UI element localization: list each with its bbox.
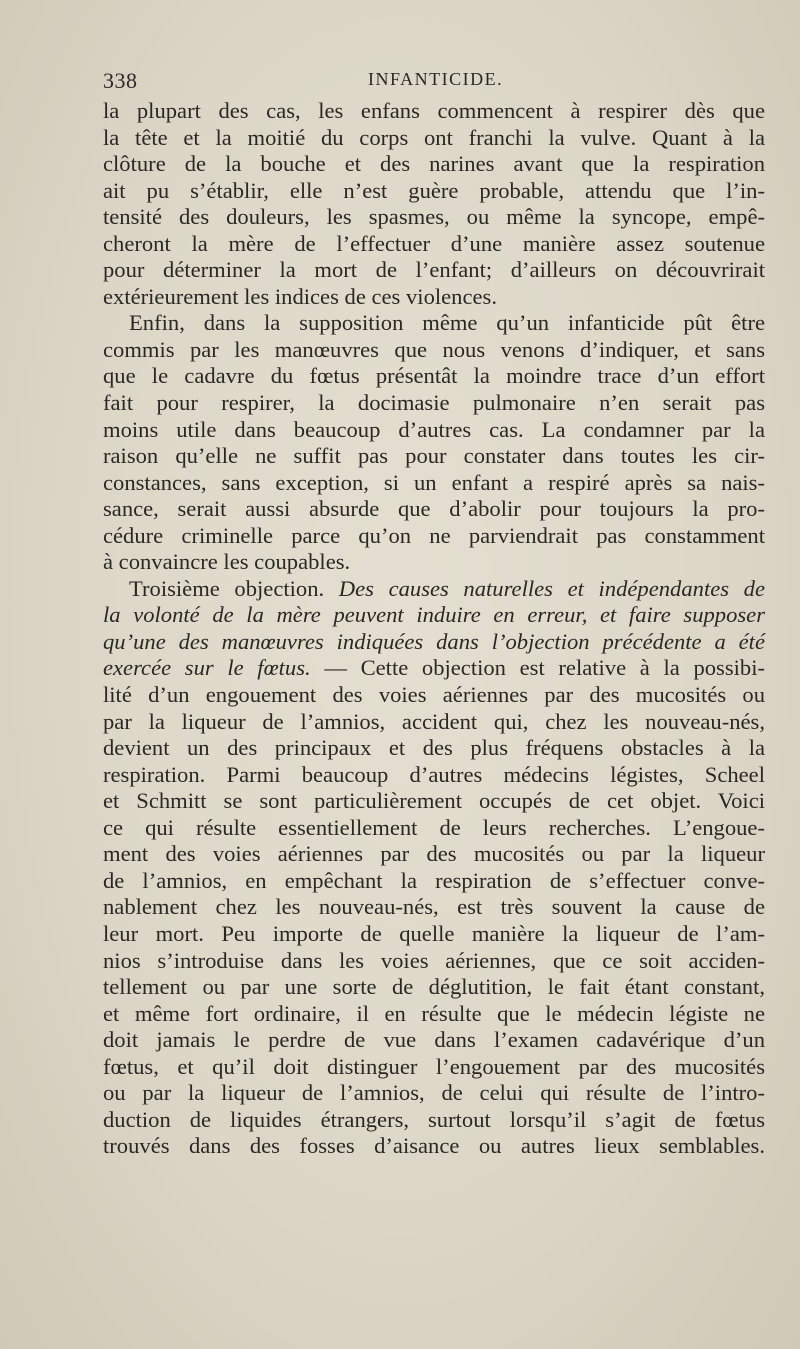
text-line xyxy=(103,417,765,444)
line-text: Troisième objection. xyxy=(129,575,325,601)
text-line xyxy=(103,443,765,470)
page-number: 338 xyxy=(103,68,138,93)
italic-text: exercée sur le fœtus. xyxy=(103,655,311,681)
text-line xyxy=(103,1001,765,1028)
text-line xyxy=(103,735,765,762)
line-text: fœtus, et qu’il doit distinguer l’engouement par des mucosités xyxy=(103,1053,765,1079)
line-text: tellement ou par une sorte de déglutition, le fait étant constant, xyxy=(103,974,765,1000)
italic-text: qu’une des manœuvres indiquées dans l’objection précédente a été xyxy=(103,628,765,654)
text-line xyxy=(103,629,765,656)
line-text: moins utile dans beaucoup d’autres cas. La condamner par la xyxy=(103,416,765,442)
text-line xyxy=(103,1107,765,1134)
italic-text: la volonté de la mère peuvent induire en erreur, et faire supposer xyxy=(103,602,765,628)
line-text: clôture de la bouche et des narines avant que la respiration xyxy=(103,151,765,177)
text-line xyxy=(103,762,765,789)
text-line xyxy=(103,151,765,178)
line-text: lité d’un engouement des voies aériennes par des mucosités ou xyxy=(103,682,765,708)
text-line xyxy=(103,390,765,417)
text-line xyxy=(103,204,765,231)
line-text: fait pour respirer, la docimasie pulmonaire n’en serait pas xyxy=(103,390,765,416)
text-line xyxy=(103,231,765,258)
line-text: cédure criminelle parce qu’on ne parviendrait pas constamment xyxy=(103,522,765,548)
text-line xyxy=(103,470,765,497)
text-line xyxy=(103,1080,765,1107)
line-text: la plupart des cas, les enfans commencent à respirer dès que xyxy=(103,98,765,123)
text-line xyxy=(103,948,765,975)
line-text: commis par les manœuvres que nous venons d’indiquer, et sans xyxy=(103,336,765,362)
line-text: sance, serait aussi absurde que d’abolir pour toujours la pro- xyxy=(103,496,765,522)
text-line xyxy=(103,523,765,550)
text-line xyxy=(103,709,765,736)
line-text: duction de liquides étrangers, surtout lorsqu’il s’agit de fœtus xyxy=(103,1106,765,1132)
line-text: nablement chez les nouveau-nés, est très souvent la cause de xyxy=(103,894,765,920)
line-text: et même fort ordinaire, il en résulte que le médecin légiste ne xyxy=(103,1000,765,1026)
text-line xyxy=(103,549,765,576)
text-line xyxy=(103,1133,765,1160)
line-text: ce qui résulte essentiellement de leurs recherches. L’engoue- xyxy=(103,814,765,840)
text-line xyxy=(103,1027,765,1054)
line-text: leur mort. Peu importe de quelle manière la liqueur de l’am- xyxy=(103,920,765,946)
text-line xyxy=(103,496,765,523)
line-text: et Schmitt se sont particulièrement occupés de cet objet. Voici xyxy=(103,788,765,814)
line-text: Enfin, dans la supposition même qu’un infanticide pût être xyxy=(129,310,765,336)
text-line xyxy=(103,841,765,868)
line-text: tensité des douleurs, les spasmes, ou même la syncope, empê- xyxy=(103,204,765,230)
page-header xyxy=(103,68,763,96)
line-text: par la liqueur de l’amnios, accident qui, chez les nouveau-nés, xyxy=(103,708,765,734)
line-text: constances, sans exception, si un enfant a respiré après sa nais- xyxy=(103,469,765,495)
text-line xyxy=(103,576,765,603)
italic-text: Des causes naturelles et indépendantes de xyxy=(324,575,765,601)
text-line xyxy=(103,655,765,682)
text-line xyxy=(103,815,765,842)
running-head: INFANTICIDE. xyxy=(368,69,504,89)
line-text: pour déterminer la mort de l’enfant; d’ailleurs on découvrirait xyxy=(103,257,765,283)
text-line xyxy=(103,363,765,390)
line-text: trouvés dans des fosses d’aisance ou autres lieux semblables. xyxy=(103,1133,765,1159)
line-text: — Cette objection est relative à la possibi- xyxy=(310,655,765,681)
text-line xyxy=(103,788,765,815)
text-line xyxy=(103,974,765,1001)
line-text: à convaincre les coupables. xyxy=(103,549,351,575)
text-line xyxy=(103,1054,765,1081)
text-line xyxy=(103,602,765,629)
text-line xyxy=(103,257,765,284)
line-text: nios s’introduise dans les voies aériennes, que ce soit acciden- xyxy=(103,947,765,973)
line-text: doit jamais le perdre de vue dans l’examen cadavérique d’un xyxy=(103,1027,765,1053)
line-text: ou par la liqueur de l’amnios, de celui qui résulte de l’intro- xyxy=(103,1080,765,1106)
text-line xyxy=(103,921,765,948)
text-line xyxy=(103,98,765,125)
line-text: que le cadavre du fœtus présentât la moindre trace d’un effort xyxy=(103,363,765,389)
line-text: ment des voies aériennes par des mucosités ou par la liqueur xyxy=(103,841,765,867)
text-line xyxy=(103,125,765,152)
line-text: la tête et la moitié du corps ont franchi la vulve. Quant à la xyxy=(103,124,765,150)
text-line xyxy=(103,868,765,895)
line-text: cheront la mère de l’effectuer d’une manière assez soutenue xyxy=(103,230,765,256)
text-line xyxy=(103,894,765,921)
text-line xyxy=(103,178,765,205)
text-line xyxy=(103,337,765,364)
text-line xyxy=(103,284,765,311)
line-text: devient un des principaux et des plus fréquens obstacles à la xyxy=(103,735,765,761)
line-text: raison qu’elle ne suffit pas pour constater dans toutes les cir- xyxy=(103,443,765,469)
body-text xyxy=(103,98,765,1160)
text-line xyxy=(103,310,765,337)
line-text: de l’amnios, en empêchant la respiration de s’effectuer conve- xyxy=(103,867,765,893)
line-text: extérieurement les indices de ces violences. xyxy=(103,283,497,309)
text-line xyxy=(103,682,765,709)
line-text: respiration. Parmi beaucoup d’autres médecins légistes, Scheel xyxy=(103,761,765,787)
line-text: ait pu s’établir, elle n’est guère probable, attendu que l’in- xyxy=(103,177,765,203)
